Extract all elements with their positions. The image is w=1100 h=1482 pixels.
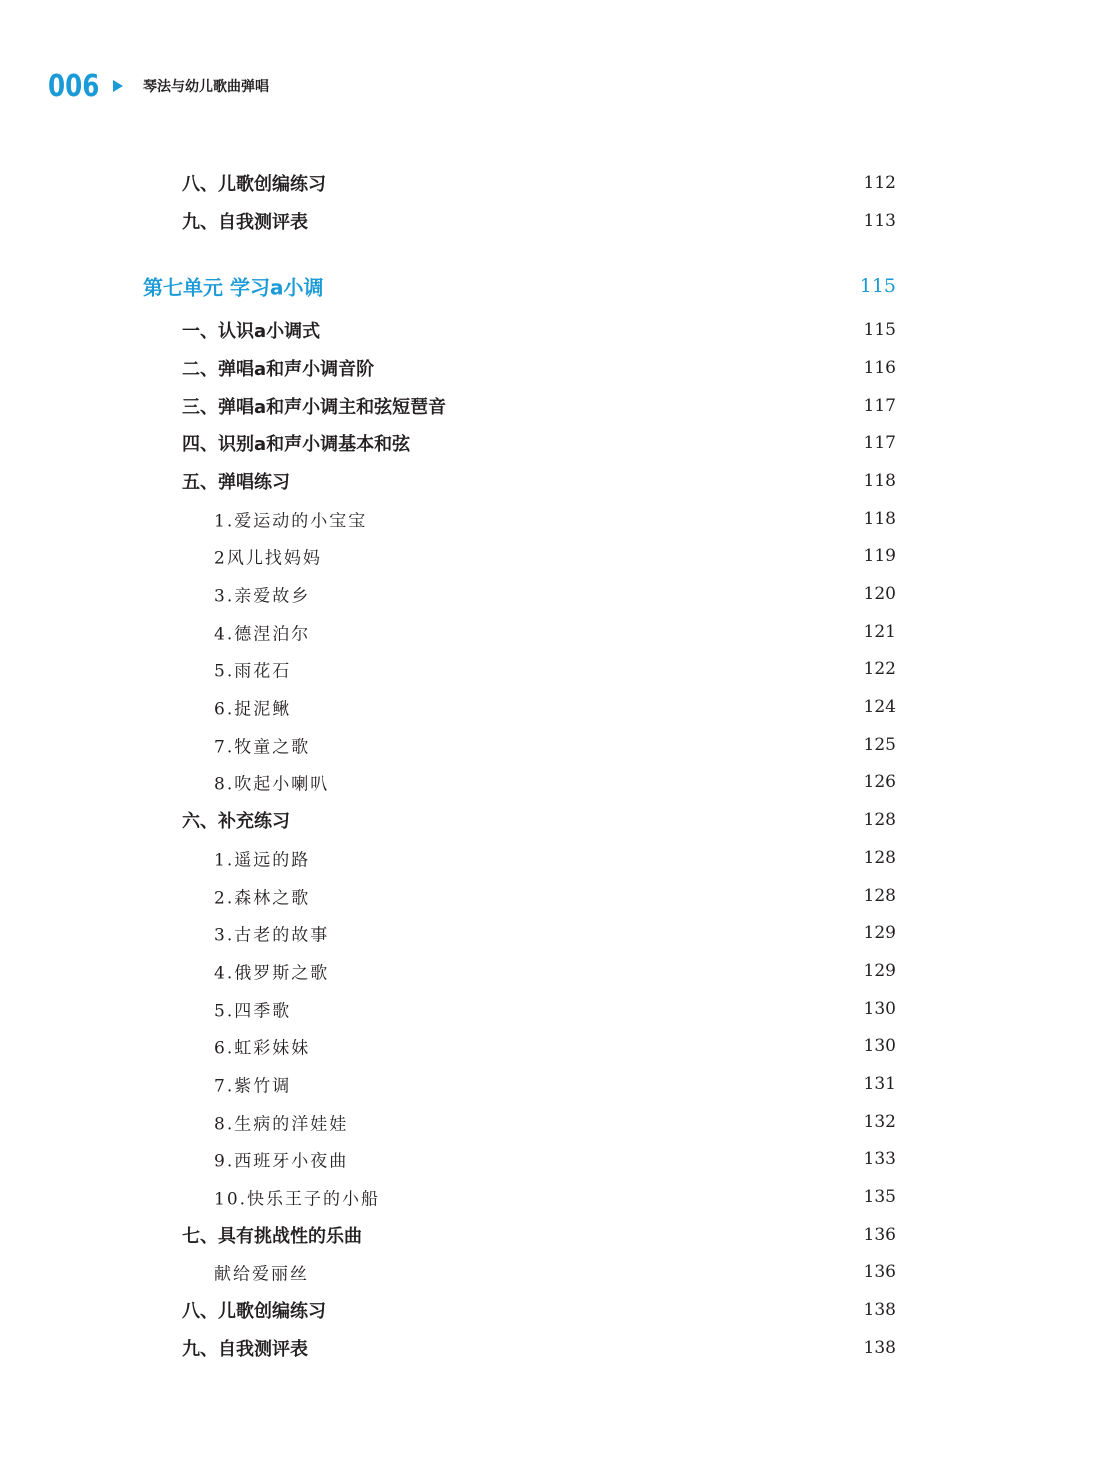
toc-entry-item[interactable] [0, 726, 1100, 764]
toc-entry-page-number: 125 [863, 734, 896, 755]
toc-entry-page-number: 124 [863, 697, 896, 718]
toc-entry-page-number: 130 [863, 1036, 896, 1057]
toc-entry-item[interactable] [0, 613, 1100, 651]
toc-entry-title: 一、认识a小调式 [182, 321, 321, 343]
toc-entry-page-number: 132 [863, 1111, 896, 1132]
page-number: 006 [48, 68, 100, 104]
toc-entry-item[interactable] [0, 1065, 1100, 1103]
toc-entry-section[interactable] [0, 311, 1100, 349]
toc-entry-title: 1.爱运动的小宝宝 [214, 511, 368, 532]
toc-entry-page-number: 128 [863, 885, 896, 906]
toc-entry-title: 8.吹起小喇叭 [214, 774, 330, 795]
toc-entry-section[interactable] [0, 462, 1100, 500]
toc-entry-item[interactable] [0, 688, 1100, 726]
toc-entry-title: 1.遥远的路 [214, 850, 311, 871]
toc-entry-title: 2.森林之歌 [214, 888, 311, 909]
toc-entry-section[interactable] [0, 387, 1100, 425]
toc-entry-section[interactable] [0, 349, 1100, 387]
toc-entry-page-number: 136 [863, 1262, 896, 1283]
triangle-marker-icon [113, 80, 123, 92]
toc-entry-title: 四、识别a和声小调基本和弦 [182, 434, 411, 456]
toc-entry-title: 八、儿歌创编练习 [182, 1301, 326, 1323]
toc-entry-section[interactable] [0, 164, 1100, 202]
toc-entry-page-number: 115 [859, 275, 896, 298]
toc-entry-section[interactable] [0, 1216, 1100, 1254]
toc-entry-title: 第七单元 学习a小调 [143, 275, 324, 300]
toc-entry-title: 献给爱丽丝 [214, 1264, 309, 1285]
toc-entry-title: 4.俄罗斯之歌 [214, 963, 330, 984]
toc-entry-page-number: 122 [863, 659, 896, 680]
book-title: 琴法与幼儿歌曲弹唱 [143, 79, 269, 95]
toc-entry-page-number: 118 [863, 470, 896, 491]
toc-entry-section[interactable] [0, 801, 1100, 839]
toc-entry-item[interactable] [0, 914, 1100, 952]
toc-entry-title: 8.生病的洋娃娃 [214, 1114, 349, 1135]
toc-entry-page-number: 136 [863, 1224, 896, 1245]
toc-entry-item[interactable] [0, 764, 1100, 802]
toc-entry-item[interactable] [0, 1103, 1100, 1141]
toc-entry-page-number: 119 [863, 546, 896, 567]
toc-entry-item[interactable] [0, 651, 1100, 689]
toc-entry-section[interactable] [0, 1329, 1100, 1367]
toc-entry-item[interactable] [0, 952, 1100, 990]
toc-entry-page-number: 115 [863, 320, 896, 341]
toc-entry-page-number: 112 [863, 172, 896, 193]
toc-entry-title: 八、儿歌创编练习 [182, 173, 326, 195]
toc-entry-title: 6.虹彩妹妹 [214, 1038, 311, 1059]
toc-entry-title: 七、具有挑战性的乐曲 [182, 1225, 362, 1247]
toc-entry-title: 5.四季歌 [214, 1001, 292, 1022]
toc-entry-page-number: 135 [863, 1187, 896, 1208]
toc-entry-page-number: 138 [863, 1300, 896, 1321]
toc-entry-section[interactable] [0, 424, 1100, 462]
toc-entry-item[interactable] [0, 500, 1100, 538]
toc-entry-title: 7.紫竹调 [214, 1076, 292, 1097]
toc-entry-item[interactable] [0, 1141, 1100, 1179]
toc-entry-item[interactable] [0, 877, 1100, 915]
toc-entry-page-number: 121 [863, 621, 896, 642]
toc-entry-page-number: 126 [863, 772, 896, 793]
page-header [48, 66, 269, 106]
toc-entry-item[interactable] [0, 538, 1100, 576]
toc-entry-title: 二、弹唱a和声小调音阶 [182, 358, 375, 380]
toc-entry-page-number: 118 [863, 508, 896, 529]
toc-entry-page-number: 113 [863, 210, 896, 231]
toc-entry-title: 九、自我测评表 [182, 211, 308, 233]
toc-entry-title: 5.雨花石 [214, 661, 292, 682]
toc-entry-page-number: 128 [863, 847, 896, 868]
toc-entry-title: 九、自我测评表 [182, 1338, 308, 1360]
toc-entry-title: 3.古老的故事 [214, 925, 330, 946]
toc-entry-item[interactable] [0, 1027, 1100, 1065]
toc-entry-page-number: 116 [863, 357, 896, 378]
toc-entry-title: 6.捉泥鳅 [214, 699, 292, 720]
toc-entry-item[interactable] [0, 1254, 1100, 1292]
toc-entry-title: 4.德涅泊尔 [214, 624, 311, 645]
toc-entry-title: 2风儿找妈妈 [214, 548, 322, 569]
toc-entry-title: 9.西班牙小夜曲 [214, 1151, 349, 1172]
toc-entry-page-number: 120 [863, 584, 896, 605]
toc-entry-page-number: 131 [863, 1073, 896, 1094]
toc-entry-item[interactable] [0, 990, 1100, 1028]
toc-entry-page-number: 133 [863, 1149, 896, 1170]
toc-entry-item[interactable] [0, 839, 1100, 877]
toc-entry-title: 六、补充练习 [182, 811, 290, 833]
toc-entry-section[interactable] [0, 1291, 1100, 1329]
toc-entry-page-number: 117 [863, 395, 896, 416]
toc-entry-page-number: 128 [863, 810, 896, 831]
toc-entry-page-number: 130 [863, 998, 896, 1019]
toc-entry-item[interactable] [0, 575, 1100, 613]
toc-entry-title: 五、弹唱练习 [182, 471, 290, 493]
toc-entry-title: 三、弹唱a和声小调主和弦短琶音 [182, 396, 447, 418]
toc-entry-title: 3.亲爱故乡 [214, 586, 311, 607]
toc-entry-item[interactable] [0, 1178, 1100, 1216]
toc-entry-title: 10.快乐王子的小船 [214, 1189, 381, 1210]
toc-entry-page-number: 117 [863, 433, 896, 454]
toc-entry-page-number: 129 [863, 923, 896, 944]
toc-entry-unit[interactable] [0, 261, 1100, 311]
toc-entry-title: 7.牧童之歌 [214, 737, 311, 758]
table-of-contents [0, 164, 1100, 1367]
toc-entry-page-number: 138 [863, 1337, 896, 1358]
toc-entry-section[interactable] [0, 202, 1100, 240]
toc-entry-page-number: 129 [863, 960, 896, 981]
